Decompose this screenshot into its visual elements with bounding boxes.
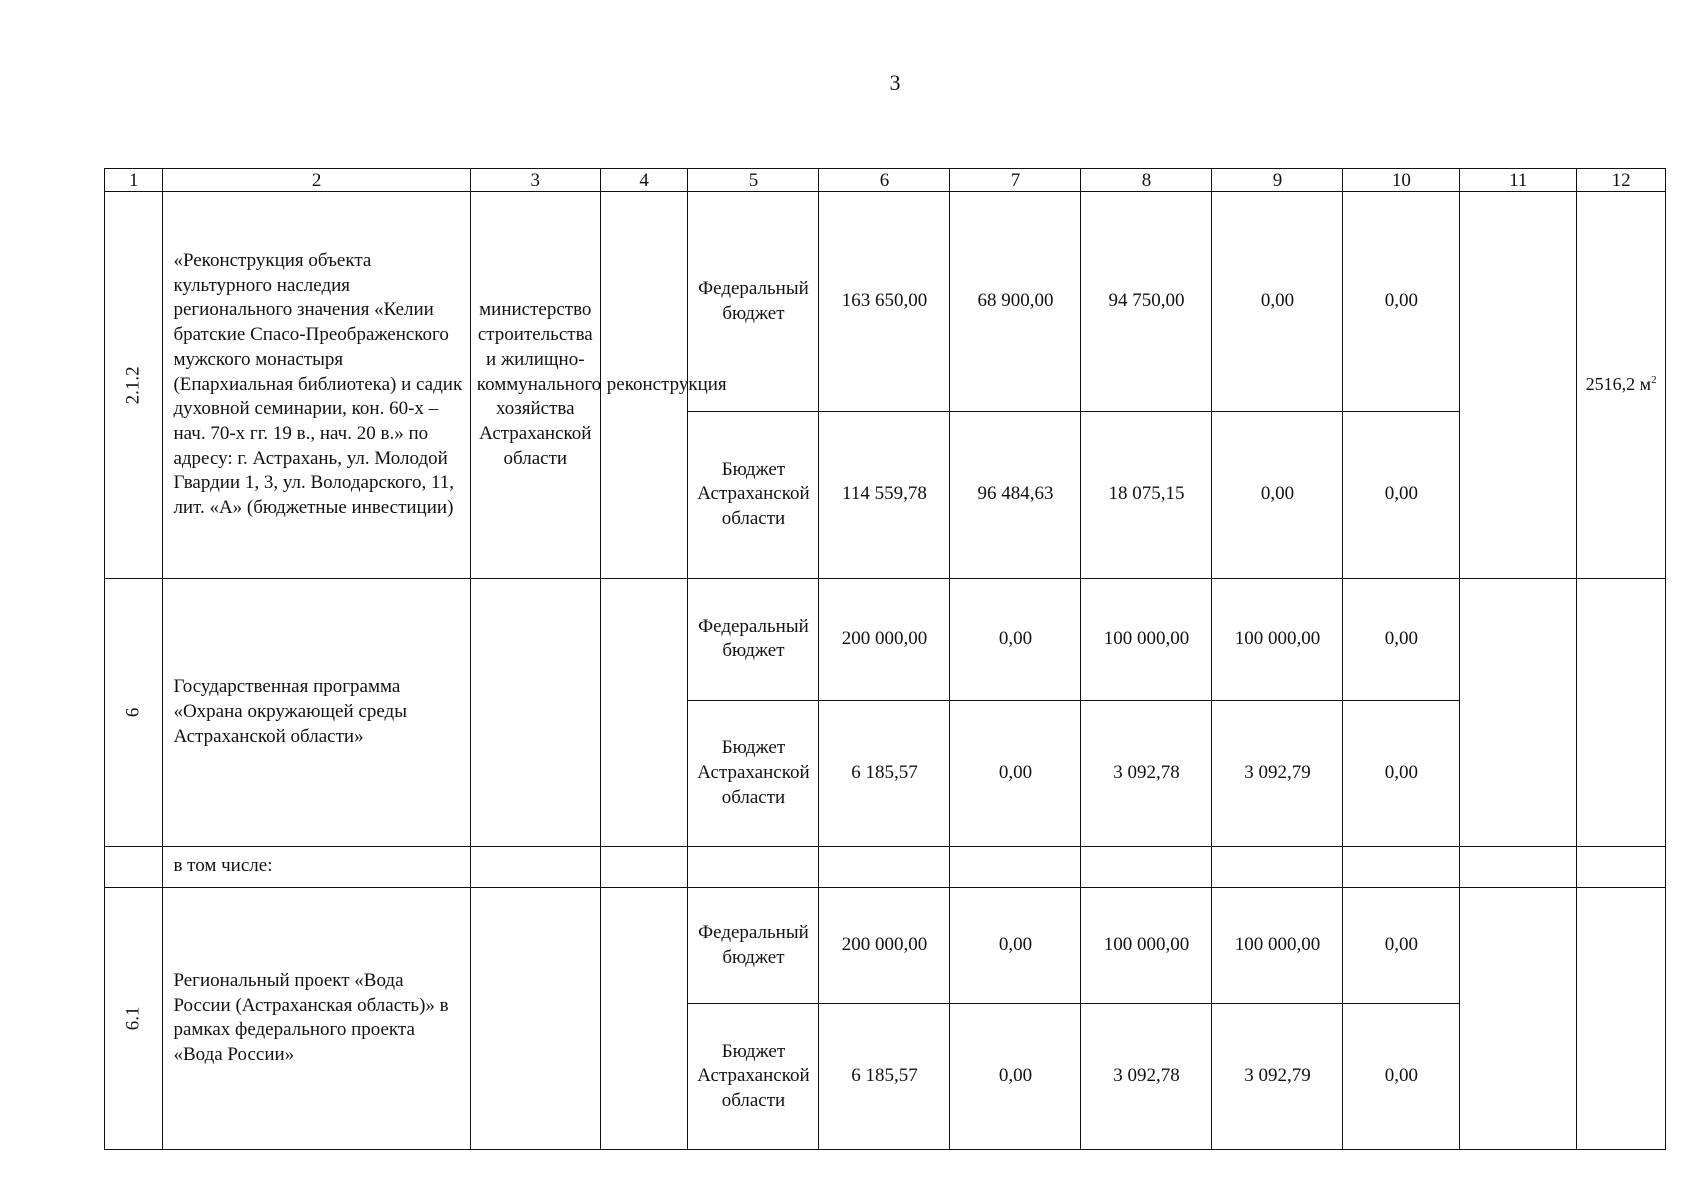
amount-cell: 3 092,78	[1081, 1004, 1212, 1150]
empty-cell	[1460, 846, 1577, 887]
empty-cell	[1081, 846, 1212, 887]
table-row	[105, 887, 1666, 1003]
executor-cell	[470, 578, 600, 846]
empty-cell	[1343, 846, 1460, 887]
capacity-cell	[1577, 192, 1666, 579]
column-number: 9	[1212, 169, 1343, 192]
empty-cell	[105, 846, 163, 887]
amount-cell: 200 000,00	[819, 578, 950, 700]
empty-cell	[470, 846, 600, 887]
column-number: 8	[1081, 169, 1212, 192]
column-number: 5	[688, 169, 819, 192]
empty-cell	[1460, 192, 1577, 579]
amount-cell: 0,00	[1343, 578, 1460, 700]
funding-source-cell: Бюджет Астраханской области	[688, 1004, 819, 1150]
row-number: 6.1	[122, 1006, 144, 1031]
empty-cell	[1577, 887, 1666, 1149]
row-number-cell	[105, 578, 163, 846]
funding-source-cell: Федеральный бюджет	[688, 887, 819, 1003]
column-number: 10	[1343, 169, 1460, 192]
amount-cell: 0,00	[1343, 701, 1460, 847]
including-row	[105, 846, 1666, 887]
column-number-row	[105, 169, 1666, 192]
empty-cell	[1577, 578, 1666, 846]
page-number: 3	[889, 70, 901, 95]
column-number: 11	[1460, 169, 1577, 192]
amount-cell: 18 075,15	[1081, 411, 1212, 578]
amount-cell: 3 092,79	[1212, 701, 1343, 847]
empty-cell	[950, 846, 1081, 887]
amount-cell: 96 484,63	[950, 411, 1081, 578]
funding-source-cell: Бюджет Астраханской области	[688, 701, 819, 847]
amount-cell: 68 900,00	[950, 192, 1081, 412]
amount-cell: 94 750,00	[1081, 192, 1212, 412]
amount-cell: 0,00	[1343, 192, 1460, 412]
amount-cell: 3 092,79	[1212, 1004, 1343, 1150]
empty-cell	[688, 846, 819, 887]
work-type-cell	[600, 578, 688, 846]
executor-cell: министерство строительства и жилищно-коммунального хозяйства Астраханской области	[470, 192, 600, 579]
row-number: 6	[122, 707, 144, 717]
capacity-unit-power: 2	[1651, 374, 1657, 387]
empty-cell	[1577, 846, 1666, 887]
amount-cell: 163 650,00	[819, 192, 950, 412]
amount-cell: 114 559,78	[819, 411, 950, 578]
amount-cell: 100 000,00	[1212, 578, 1343, 700]
including-label: в том числе:	[163, 846, 470, 887]
empty-cell	[1460, 578, 1577, 846]
amount-cell: 0,00	[1343, 1004, 1460, 1150]
amount-cell: 6 185,57	[819, 701, 950, 847]
table-row	[105, 578, 1666, 700]
column-number: 1	[105, 169, 163, 192]
row-number-cell	[105, 192, 163, 579]
row-number-cell	[105, 887, 163, 1149]
column-number: 2	[163, 169, 470, 192]
amount-cell: 0,00	[1343, 887, 1460, 1003]
amount-cell: 0,00	[950, 887, 1081, 1003]
column-number: 3	[470, 169, 600, 192]
executor-cell	[470, 887, 600, 1149]
funding-source-cell: Бюджет Астраханской области	[688, 411, 819, 578]
amount-cell: 100 000,00	[1081, 578, 1212, 700]
column-number: 7	[950, 169, 1081, 192]
object-name-cell: Региональный проект «Вода России (Астраханская область)» в рамках федерального проекта «Вода России»	[163, 887, 470, 1149]
amount-cell: 0,00	[950, 1004, 1081, 1150]
amount-cell: 0,00	[1343, 411, 1460, 578]
column-number: 6	[819, 169, 950, 192]
amount-cell: 100 000,00	[1081, 887, 1212, 1003]
empty-cell	[1460, 887, 1577, 1149]
empty-cell	[600, 846, 688, 887]
empty-cell	[1212, 846, 1343, 887]
funding-source-cell: Федеральный бюджет	[688, 578, 819, 700]
table-row	[105, 192, 1666, 412]
object-name-cell: «Реконструкция объекта культурного наследия регионального значения «Келии братские Спасо-Преображенского мужского монастыря (Епархиальная библиотека) и садик духовной семинарии, кон. 60-х – нач. 70-х гг. 19 в., нач. 20 в.» по адресу: г. Астрахань, ул. Молодой Гвардии 1, 3, ул. Володарского, 11, лит. «А» (бюджетные инвестиции)	[163, 192, 470, 579]
budget-table	[104, 168, 1666, 1150]
empty-cell	[819, 846, 950, 887]
funding-source-cell: Федеральный бюджет	[688, 192, 819, 412]
work-type-cell	[600, 887, 688, 1149]
amount-cell: 0,00	[1212, 411, 1343, 578]
amount-cell: 6 185,57	[819, 1004, 950, 1150]
amount-cell: 0,00	[950, 701, 1081, 847]
capacity-value: 2516,2 м	[1585, 374, 1652, 395]
amount-cell: 0,00	[1212, 192, 1343, 412]
object-name-cell: Государственная программа «Охрана окружающей среды Астраханской области»	[163, 578, 470, 846]
amount-cell: 3 092,78	[1081, 701, 1212, 847]
column-number: 12	[1577, 169, 1666, 192]
column-number: 4	[600, 169, 688, 192]
amount-cell: 200 000,00	[819, 887, 950, 1003]
amount-cell: 0,00	[950, 578, 1081, 700]
amount-cell: 100 000,00	[1212, 887, 1343, 1003]
work-type-cell: реконструкция	[600, 192, 688, 579]
row-number: 2.1.2	[122, 365, 144, 404]
